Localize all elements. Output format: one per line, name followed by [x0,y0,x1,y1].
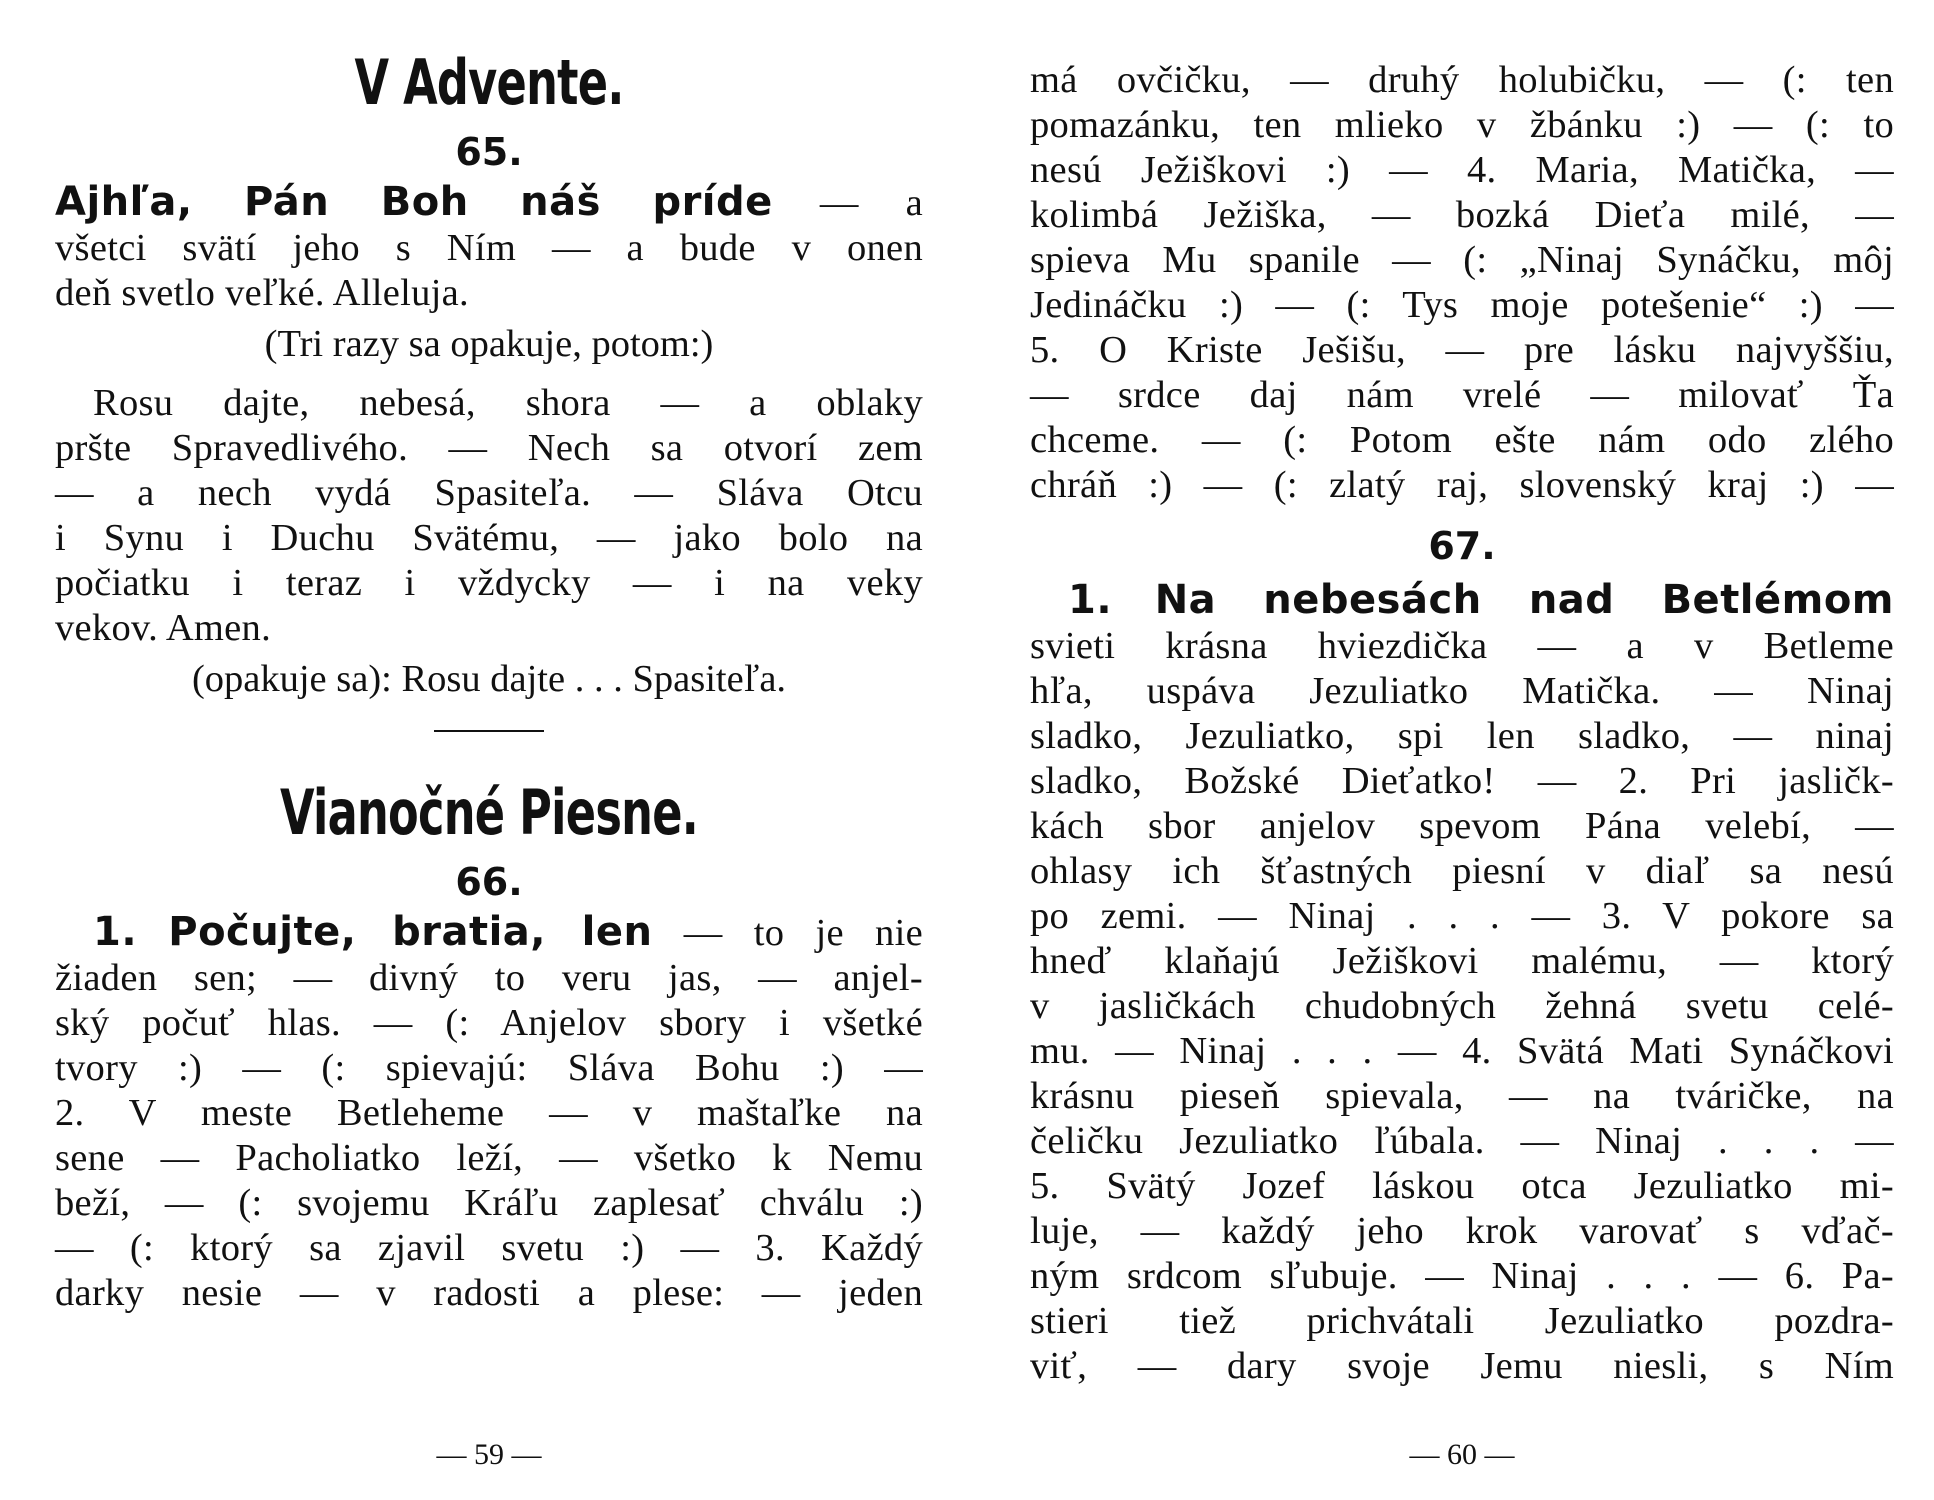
hymn-66-lead: 1. [93,909,138,955]
hymn-67-line: ohlasy ich šťastných piesní v diaľ sa nesú [1030,850,1894,892]
hymn-67-first-line [1030,578,1894,624]
hymn-66-line: — (: ktorý sa zjavil svetu :) — 3. Každý [55,1227,923,1269]
hymn-66-line: beží, — (: svojemu Kráľu zaplesať chválu :) [55,1182,923,1224]
page-number-right: — 60 — [1409,1438,1515,1471]
hymn-66-line: darky nesie — v radosti a plese: — jeden [55,1272,923,1314]
hymn-66-cont-line: nesú Ježiškovi :) — 4. Maria, Matička, — [1030,149,1894,191]
hymn-65-line: pršte Spravedlivého. — Nech sa otvorí zem [55,427,923,469]
hymn-66-cont-line: kolimbá Ježiška, — bozká Dieťa milé, — [1030,194,1894,236]
hymn-67-line: hľa, uspáva Jezuliatko Matička. — Ninaj [1030,670,1894,712]
hymn-66-cont-line: 5. O Kriste Ješišu, — pre lásku najvyššiu, [1030,329,1894,371]
hymn-65-line: Rosu dajte, nebesá, shora — a oblaky [93,382,923,424]
hymn-67-line: kách sbor anjelov spevom Pána velebí, — [1030,805,1894,847]
hymn-number-67: 67. [1428,524,1496,568]
hymn-67-line: čeličku Jezuliatko ľúbala. — Ninaj . . . — [1030,1120,1894,1162]
hymn-67-line: krásnu pieseň spievala, — na tváričke, na [1030,1075,1894,1117]
hymn-67-line: sladko, Božské Dieťatko! — 2. Pri jasličk- [1030,760,1894,802]
hymn-67-line: svieti krásna hviezdička — a v Betleme [1030,625,1894,667]
hymn-66-cont-line: chráň :) — (: zlatý raj, slovenský kraj :) — [1030,464,1894,506]
hymn-66-line: sene — Pacholiatko leží, — všetko k Nemu [55,1137,923,1179]
hymn-65-note2: (opakuje sa): Rosu dajte . . . Spasiteľa. [191,658,787,700]
hymn-65-line: deň svetlo veľké. Alleluja. [55,272,469,314]
hymn-66-cont-line: chceme. — (: Potom ešte nám odo zlého [1030,419,1894,461]
hymn-number-66: 66. [455,860,523,904]
page-number-left: — 59 — [436,1438,542,1471]
hymn-66-cont-line: má ovčičku, — druhý holubičku, — (: ten [1030,59,1894,101]
hymn-65-line: všetci svätí jeho s Ním — a bude v onen [55,227,923,269]
hymn-65-line: i Synu i Duchu Svätému, — jako bolo na [55,517,923,559]
hymn-65-first-rest: — a [819,182,924,224]
hymn-67-line: po zemi. — Ninaj . . . — 3. V pokore sa [1030,895,1894,937]
hymn-66-line: 2. V meste Betleheme — v maštaľke na [55,1092,923,1134]
hymn-67-line: hneď klaňajú Ježiškovi malému, — ktorý [1030,940,1894,982]
hymn-67-heading: Na nebesách nad Betlémom [1154,577,1894,623]
section-title-advent: V Advente. [354,46,624,119]
hymn-67-line: v jasličkách chudobných žehná svetu celé- [1030,985,1894,1027]
hymn-66-heading: Počujte, bratia, len [168,909,653,955]
section-title-christmas: Vianočné Piesne. [279,776,699,849]
hymn-67-line: stieri tiež prichvátali Jezuliatko pozdra- [1030,1300,1894,1342]
hymn-66-cont-line: spieva Mu spanile — (: „Ninaj Synáčku, môj [1030,239,1894,281]
hymn-67-line: ným srdcom sľubuje. — Ninaj . . . — 6. Pa- [1030,1255,1894,1297]
hymn-66-line: ský počuť hlas. — (: Anjelov sbory i všetké [55,1002,923,1044]
hymn-67-line: mu. — Ninaj . . . — 4. Svätá Mati Synáčkovi [1030,1030,1894,1072]
hymn-67-lead: 1. [1068,577,1113,623]
hymn-67-line: viť, — dary svoje Jemu niesli, s Ním [1030,1345,1894,1387]
hymn-65-line: počiatku i teraz i vždycky — i na veky [55,562,923,604]
hymn-66-cont-line: — srdce daj nám vrelé — milovať Ťa [1030,374,1894,416]
hymn-65-line: — a nech vydá Spasiteľa. — Sláva Otcu [55,472,923,514]
hymn-65-note: (Tri razy sa opakuje, potom:) [264,323,714,365]
hymn-66-first-rest: — to je nie [683,912,923,954]
left-page [55,0,923,1500]
hymn-65-first-line [55,180,923,226]
hymn-65-line: vekov. Amen. [55,607,272,649]
hymn-66-line: žiaden sen; — divný to veru jas, — anjel- [55,957,923,999]
hymn-66-line: tvory :) — (: spievajú: Sláva Bohu :) — [55,1047,923,1089]
hymn-66-first-line [55,910,923,956]
hymn-67-line: 5. Svätý Jozef láskou otca Jezuliatko mi- [1030,1165,1894,1207]
hymn-66-cont-line: pomazánku, ten mlieko v žbánku :) — (: to [1030,104,1894,146]
hymn-67-line: luje, — každý jeho krok varovať s vďač- [1030,1210,1894,1252]
right-page [1030,0,1894,1500]
hymn-66-cont-line: Jedináčku :) — (: Tys moje potešenie“ :) — [1030,284,1894,326]
hymn-67-line: sladko, Jezuliatko, spi len sladko, — ninaj [1030,715,1894,757]
hymn-number-65: 65. [455,130,523,174]
hymn-65-heading: Ajhľa, Pán Boh náš príde [55,179,773,225]
